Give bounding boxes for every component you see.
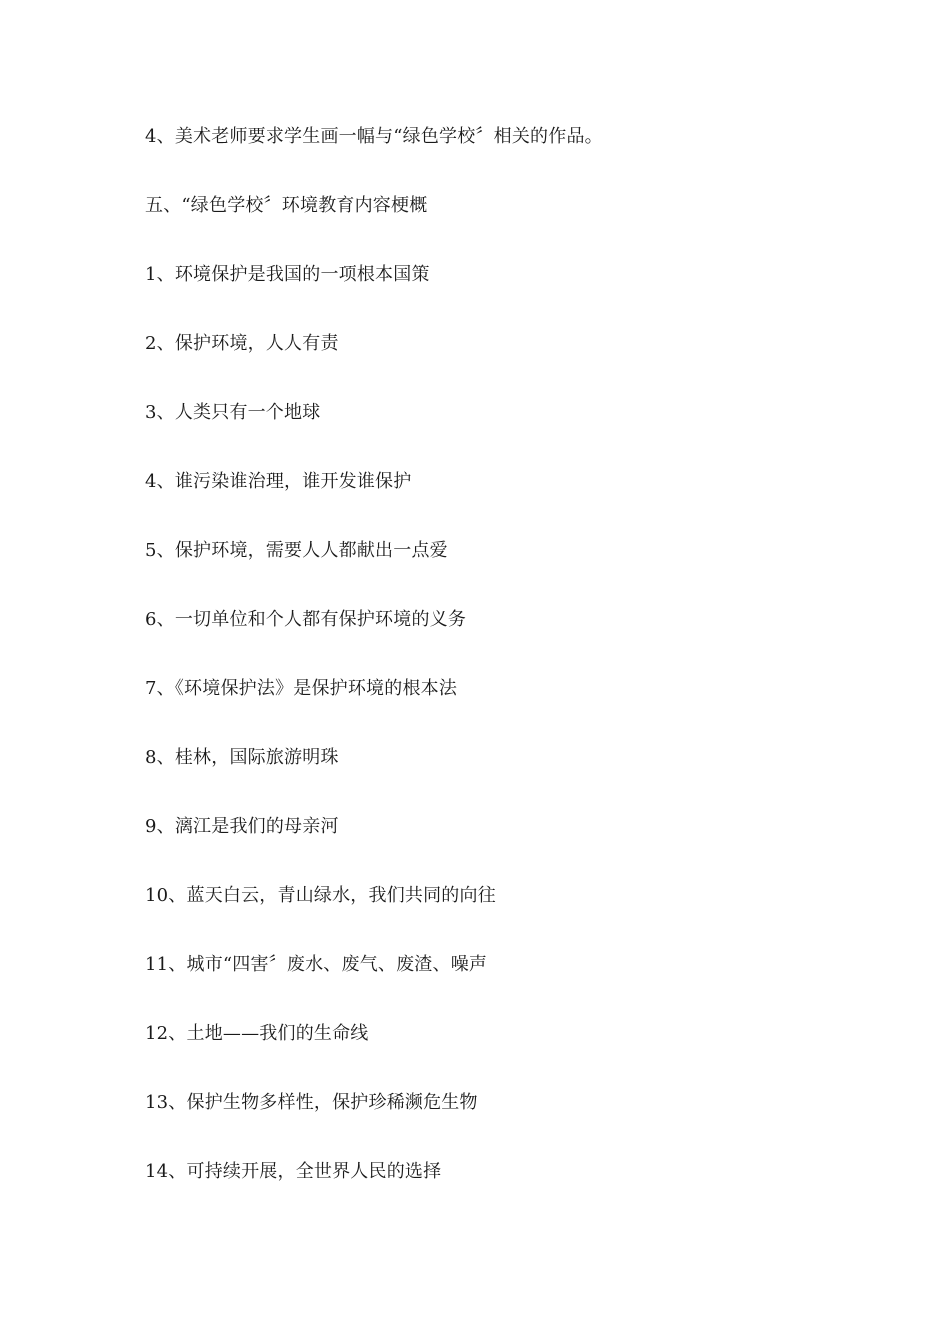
- document-text-lines: [145, 123, 603, 1227]
- list-item: 4、谁污染谁治理，谁开发谁保护: [145, 471, 412, 492]
- list-item: 1、环境保护是我国的一项根本国策: [145, 264, 430, 285]
- text-line-art-assignment: 4、美术老师要求学生画一幅与“绿色学校〞相关的作品。: [145, 126, 603, 147]
- list-item: 6、一切单位和个人都有保护环境的义务: [145, 609, 467, 630]
- list-item: 12、土地——我们的生命线: [145, 1023, 369, 1044]
- list-item: 11、城市“四害〞废水、废气、废渣、噪声: [145, 954, 488, 975]
- list-item: 13、保护生物多样性，保护珍稀濒危生物: [145, 1092, 478, 1113]
- section-heading-green-school-outline: 五、“绿色学校〞环境教育内容梗概: [145, 195, 428, 216]
- list-item: 5、保护环境，需要人人都献出一点爱: [145, 540, 448, 561]
- list-item: 14、可持续开展，全世界人民的选择: [145, 1161, 442, 1182]
- list-item: 8、桂林，国际旅游明珠: [145, 747, 339, 768]
- list-item: 2、保护环境，人人有责: [145, 333, 339, 354]
- list-item: 9、漓江是我们的母亲河: [145, 816, 339, 837]
- list-item: 7、《环境保护法》是保护环境的根本法: [145, 678, 458, 699]
- list-item: 10、蓝天白云，青山绿水，我们共同的向往: [145, 885, 496, 906]
- list-item: 3、人类只有一个地球: [145, 402, 321, 423]
